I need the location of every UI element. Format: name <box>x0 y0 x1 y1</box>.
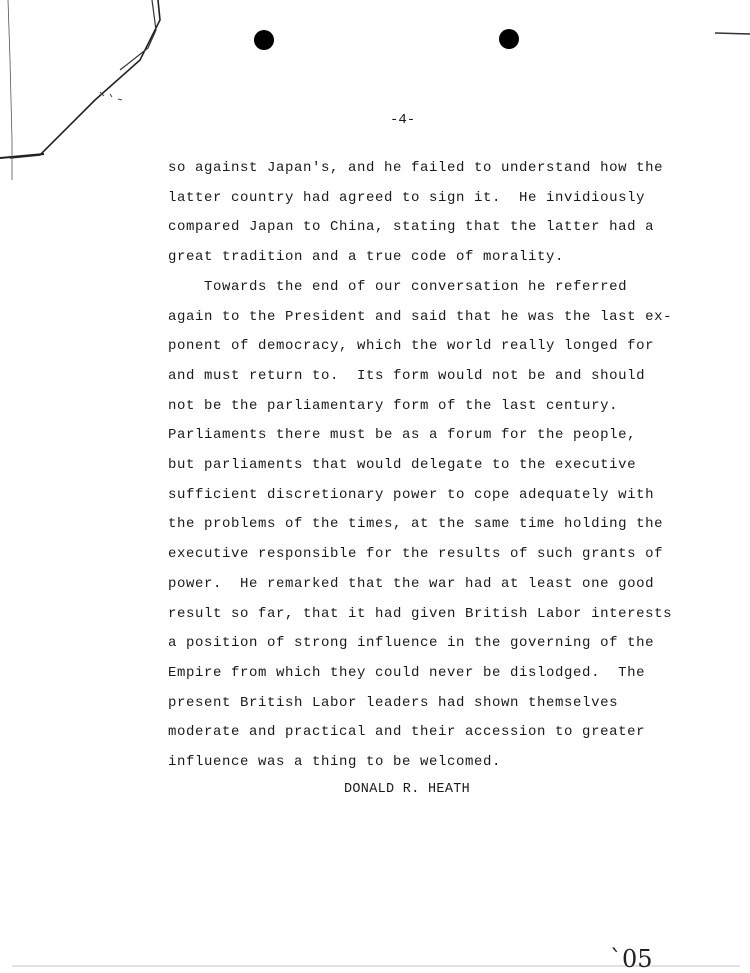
page-number: -4- <box>390 112 416 128</box>
text-line: Empire from which they could never be dislodged. The <box>168 664 646 681</box>
text-line: but parliaments that would delegate to the executive <box>168 457 637 474</box>
text-line: a position of strong influence in the governing of the <box>168 635 655 652</box>
text-line: Parliaments there must be as a forum for the people, <box>168 427 637 444</box>
punch-hole-right <box>499 29 519 49</box>
handwritten-corner-mark: `05 <box>610 945 653 973</box>
text-line: Towards the end of our conversation he referred <box>168 278 628 295</box>
text-line: moderate and practical and their accession to greater <box>168 724 646 741</box>
text-line: not be the parliamentary form of the last century. <box>168 397 619 414</box>
text-line: the problems of the times, at the same time holding the <box>168 516 664 533</box>
text-line: result so far, that it had given British Labor interests <box>168 605 673 622</box>
letter-body <box>168 154 688 778</box>
text-line: so against Japan's, and he failed to understand how the <box>168 160 664 176</box>
punch-hole-left <box>254 30 274 50</box>
text-line: compared Japan to China, stating that the latter had a <box>168 219 655 236</box>
text-line: great tradition and a true code of morality. <box>168 249 565 266</box>
signature-name: DONALD R. HEATH <box>344 782 471 797</box>
text-line: power. He remarked that the war had at least one good <box>168 575 655 592</box>
text-line: executive responsible for the results of such grants of <box>168 546 664 563</box>
scan-corner-fold-mark <box>0 0 180 180</box>
text-line: latter country had agreed to sign it. He invidiously <box>168 189 646 206</box>
text-line: sufficient discretionary power to cope adequately with <box>168 486 655 503</box>
text-line: present British Labor leaders had shown themselves <box>168 694 619 711</box>
text-line: again to the President and said that he was the last ex- <box>168 308 673 325</box>
scan-edge-mark-top-right <box>715 28 750 38</box>
text-line: influence was a thing to be welcomed. <box>168 754 502 771</box>
text-line: and must return to. Its form would not be and should <box>168 367 646 384</box>
text-line: ponent of democracy, which the world really longed for <box>168 338 655 355</box>
